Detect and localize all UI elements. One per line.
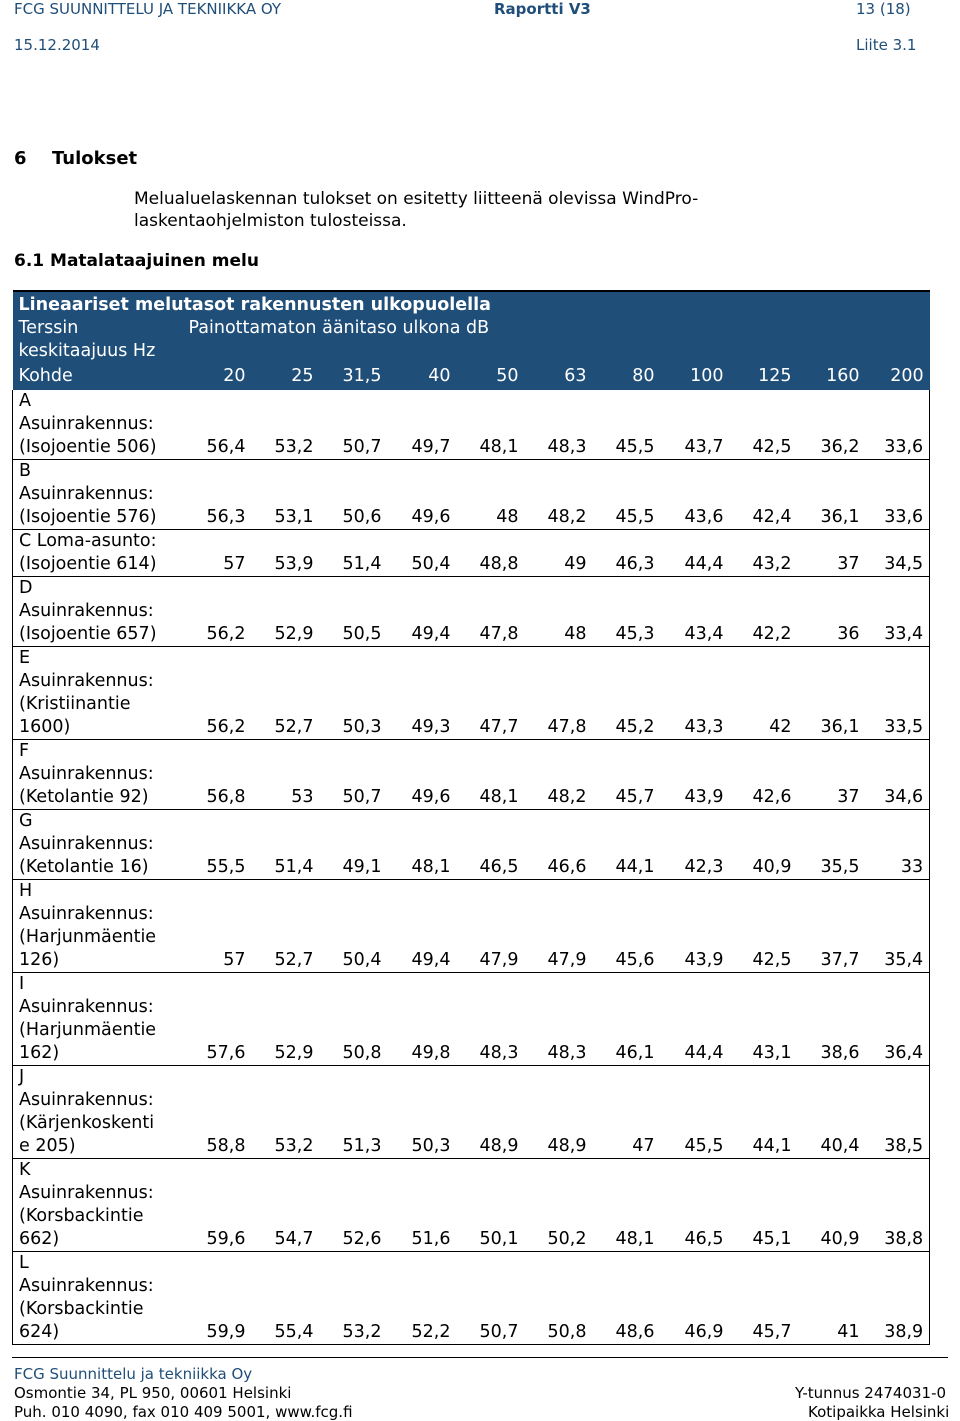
- level-value: 52,9: [252, 577, 320, 647]
- frequency-header: 31,5: [320, 363, 388, 390]
- level-value: 50,2: [525, 1159, 593, 1252]
- table-row: [13, 740, 930, 810]
- level-value: 36,2: [798, 390, 866, 460]
- level-value: 45,6: [593, 880, 661, 973]
- site-name-line: Asuinrakennus:: [19, 671, 154, 691]
- level-value: 48,8: [457, 530, 525, 577]
- site-name-line: (Ketolantie 16): [19, 857, 149, 877]
- level-value: 46,5: [661, 1159, 730, 1252]
- site-name-line: Asuinrakennus:: [19, 764, 154, 784]
- level-value: 42,2: [730, 577, 798, 647]
- site-name-cell: [13, 880, 183, 973]
- site-name-line: Asuinrakennus:: [19, 997, 154, 1017]
- table-title-row: [13, 291, 930, 317]
- level-value: 34,6: [866, 740, 930, 810]
- level-value: 48,6: [593, 1252, 661, 1345]
- site-name-line: Asuinrakennus:: [19, 1183, 154, 1203]
- level-value: 46,3: [593, 530, 661, 577]
- level-value: 47,9: [525, 880, 593, 973]
- level-value: 38,8: [866, 1159, 930, 1252]
- site-name-line: A: [19, 391, 31, 411]
- level-value: 48,1: [593, 1159, 661, 1252]
- site-name-line: Asuinrakennus:: [19, 601, 154, 621]
- level-value: 56,2: [183, 647, 252, 740]
- level-value: 52,7: [252, 647, 320, 740]
- site-name-cell: [13, 1066, 183, 1159]
- frequency-header: 160: [798, 363, 866, 390]
- level-value: 40,9: [730, 810, 798, 880]
- site-name-line: (Harjunmäentie: [19, 1020, 157, 1040]
- level-value: 57,6: [183, 973, 252, 1066]
- level-value: 48,2: [525, 460, 593, 530]
- header-report: Raportti V3: [494, 0, 591, 18]
- level-value: 43,9: [661, 880, 730, 973]
- level-value: 43,2: [730, 530, 798, 577]
- level-value: 49,7: [388, 390, 457, 460]
- level-value: 53,2: [252, 1066, 320, 1159]
- site-name-cell: [13, 530, 183, 577]
- level-value: 33,6: [866, 460, 930, 530]
- level-value: 42,3: [661, 810, 730, 880]
- level-value: 42,4: [730, 460, 798, 530]
- freq-label-line-2: keskitaajuus Hz: [18, 341, 156, 361]
- level-value: 37: [798, 530, 866, 577]
- level-value: 47,9: [457, 880, 525, 973]
- level-value: 45,5: [593, 390, 661, 460]
- site-name-line: 624): [19, 1322, 60, 1342]
- level-value: 45,1: [730, 1159, 798, 1252]
- level-value: 40,4: [798, 1066, 866, 1159]
- table-row: [13, 973, 930, 1066]
- section-number: 6: [14, 148, 27, 169]
- table-row: [13, 1252, 930, 1345]
- footer-address: Osmontie 34, PL 950, 00601 Helsinki: [14, 1384, 292, 1402]
- site-name-line: J: [19, 1067, 25, 1087]
- freq-label-line-1: Terssin: [18, 318, 79, 338]
- table-row: [13, 460, 930, 530]
- level-value: 49,1: [320, 810, 388, 880]
- level-value: 51,4: [320, 530, 388, 577]
- noise-level-table: [12, 290, 930, 1345]
- level-value: 53: [252, 740, 320, 810]
- level-value: 52,2: [388, 1252, 457, 1345]
- level-value: 47,7: [457, 647, 525, 740]
- level-value: 53,9: [252, 530, 320, 577]
- level-value: 43,6: [661, 460, 730, 530]
- frequency-header: 200: [866, 363, 930, 390]
- site-name-line: D: [19, 578, 33, 598]
- level-value: 53,1: [252, 460, 320, 530]
- level-value: 56,2: [183, 577, 252, 647]
- level-value: 50,4: [320, 880, 388, 973]
- level-value: 42,5: [730, 390, 798, 460]
- level-value: 43,9: [661, 740, 730, 810]
- footer-contact: Puh. 010 4090, fax 010 409 5001, www.fcg.fi: [14, 1403, 353, 1421]
- site-name-line: (Kärjenkoskenti: [19, 1113, 155, 1133]
- site-name-line: (Ketolantie 92): [19, 787, 149, 807]
- site-name-line: H: [19, 881, 33, 901]
- site-name-line: G: [19, 811, 33, 831]
- level-value: 33,5: [866, 647, 930, 740]
- site-name-line: (Isojoentie 614): [19, 554, 157, 574]
- footer-company: FCG Suunnittelu ja tekniikka Oy: [14, 1365, 253, 1383]
- site-name-line: I: [19, 974, 25, 994]
- intro-line-1: Melualuelaskennan tulokset on esitetty liitteenä olevissa WindPro-: [134, 189, 699, 209]
- section-intro: [134, 188, 774, 232]
- level-value: 53,2: [320, 1252, 388, 1345]
- level-value: 51,6: [388, 1159, 457, 1252]
- header-appendix: Liite 3.1: [856, 36, 917, 54]
- frequency-header: 100: [661, 363, 730, 390]
- level-value: 37: [798, 740, 866, 810]
- level-value: 44,4: [661, 530, 730, 577]
- level-value: 48,9: [525, 1066, 593, 1159]
- frequency-header: 20: [183, 363, 252, 390]
- level-value: 41: [798, 1252, 866, 1345]
- level-value: 50,5: [320, 577, 388, 647]
- site-name-line: 126): [19, 950, 60, 970]
- table-freq-label-row: [13, 317, 930, 363]
- kohde-label: Kohde: [13, 363, 183, 390]
- level-value: 50,7: [320, 390, 388, 460]
- level-value: 52,6: [320, 1159, 388, 1252]
- site-name-cell: [13, 740, 183, 810]
- level-value: 36,1: [798, 460, 866, 530]
- site-name-line: (Harjunmäentie: [19, 927, 157, 947]
- frequency-header: 50: [457, 363, 525, 390]
- site-name-cell: [13, 647, 183, 740]
- level-value: 38,9: [866, 1252, 930, 1345]
- level-value: 33: [866, 810, 930, 880]
- level-value: 47,8: [525, 647, 593, 740]
- level-value: 50,8: [320, 973, 388, 1066]
- site-name-cell: [13, 460, 183, 530]
- level-value: 43,4: [661, 577, 730, 647]
- level-value: 36,1: [798, 647, 866, 740]
- table-title: Lineaariset melutasot rakennusten ulkopuolella: [13, 291, 930, 317]
- site-name-line: Asuinrakennus:: [19, 834, 154, 854]
- table-frequency-row: [13, 363, 930, 390]
- site-name-line: C Loma-asunto:: [19, 531, 157, 551]
- table-row: [13, 1066, 930, 1159]
- level-value: 50,7: [320, 740, 388, 810]
- level-value: 46,9: [661, 1252, 730, 1345]
- subsection-heading: 6.1 Matalataajuinen melu: [14, 251, 259, 271]
- level-value: 46,6: [525, 810, 593, 880]
- site-name-cell: [13, 973, 183, 1066]
- frequency-header: 125: [730, 363, 798, 390]
- level-value: 48,3: [525, 973, 593, 1066]
- site-name-line: (Isojoentie 576): [19, 507, 157, 527]
- level-value: 35,4: [866, 880, 930, 973]
- site-name-line: L: [19, 1253, 29, 1273]
- footer-domicile: Kotipaikka Helsinki: [808, 1403, 950, 1421]
- level-value: 33,4: [866, 577, 930, 647]
- level-value: 36,4: [866, 973, 930, 1066]
- section-heading: [14, 148, 137, 169]
- level-value: 37,7: [798, 880, 866, 973]
- level-value: 38,5: [866, 1066, 930, 1159]
- level-value: 55,4: [252, 1252, 320, 1345]
- level-value: 48: [525, 577, 593, 647]
- table-row: [13, 810, 930, 880]
- level-value: 49,6: [388, 740, 457, 810]
- section-title: Tulokset: [52, 148, 138, 169]
- site-name-line: (Isojoentie 657): [19, 624, 157, 644]
- site-name-line: Asuinrakennus:: [19, 1276, 154, 1296]
- level-value: 58,8: [183, 1066, 252, 1159]
- level-value: 45,7: [730, 1252, 798, 1345]
- level-value: 48,2: [525, 740, 593, 810]
- footer-business-id: Y-tunnus 2474031-0: [795, 1384, 947, 1402]
- table-row: [13, 577, 930, 647]
- level-value: 56,3: [183, 460, 252, 530]
- site-name-line: (Korsbackintie: [19, 1206, 144, 1226]
- level-value: 50,7: [457, 1252, 525, 1345]
- level-value: 45,5: [661, 1066, 730, 1159]
- level-value: 44,1: [730, 1066, 798, 1159]
- level-value: 36: [798, 577, 866, 647]
- site-name-cell: [13, 577, 183, 647]
- site-name-line: 162): [19, 1043, 60, 1063]
- level-value: 48,9: [457, 1066, 525, 1159]
- site-name-line: e 205): [19, 1136, 76, 1156]
- level-value: 46,1: [593, 973, 661, 1066]
- header-company: FCG SUUNNITTELU JA TEKNIIKKA OY: [14, 0, 282, 18]
- table-row: [13, 390, 930, 460]
- level-value: 56,4: [183, 390, 252, 460]
- level-value: 50,3: [388, 1066, 457, 1159]
- frequency-header: 25: [252, 363, 320, 390]
- header-page-number: 13 (18): [856, 0, 911, 18]
- level-value: 44,1: [593, 810, 661, 880]
- level-value: 49,6: [388, 460, 457, 530]
- header-date: 15.12.2014: [14, 36, 100, 54]
- level-value: 34,5: [866, 530, 930, 577]
- level-value: 43,7: [661, 390, 730, 460]
- level-value: 51,3: [320, 1066, 388, 1159]
- level-value: 35,5: [798, 810, 866, 880]
- level-value: 50,1: [457, 1159, 525, 1252]
- level-value: 59,6: [183, 1159, 252, 1252]
- site-name-line: K: [19, 1160, 31, 1180]
- level-value: 50,6: [320, 460, 388, 530]
- level-value: 50,4: [388, 530, 457, 577]
- site-name-line: Asuinrakennus:: [19, 904, 154, 924]
- site-name-line: E: [19, 648, 31, 668]
- level-value: 59,9: [183, 1252, 252, 1345]
- intro-line-2: laskentaohjelmiston tulosteissa.: [134, 211, 407, 231]
- table-row: [13, 880, 930, 973]
- site-name-cell: [13, 810, 183, 880]
- site-name-line: Asuinrakennus:: [19, 484, 154, 504]
- level-value: 57: [183, 880, 252, 973]
- footer-divider: [12, 1357, 948, 1358]
- level-value: 54,7: [252, 1159, 320, 1252]
- frequency-header: 40: [388, 363, 457, 390]
- freq-label: [13, 317, 183, 363]
- level-value: 43,3: [661, 647, 730, 740]
- level-value: 48,1: [457, 390, 525, 460]
- frequency-header: 63: [525, 363, 593, 390]
- site-name-cell: [13, 390, 183, 460]
- level-value: 33,6: [866, 390, 930, 460]
- level-value: 49: [525, 530, 593, 577]
- level-value: 48,1: [457, 740, 525, 810]
- level-value: 45,2: [593, 647, 661, 740]
- level-value: 43,1: [730, 973, 798, 1066]
- site-name-line: F: [19, 741, 30, 761]
- level-value: 42: [730, 647, 798, 740]
- level-value: 42,6: [730, 740, 798, 810]
- level-value: 48,1: [388, 810, 457, 880]
- site-name-line: Asuinrakennus:: [19, 1090, 154, 1110]
- level-value: 48,3: [525, 390, 593, 460]
- site-name-line: (Korsbackintie: [19, 1299, 144, 1319]
- site-name-line: (Kristiinantie: [19, 694, 131, 714]
- level-value: 45,5: [593, 460, 661, 530]
- site-name-cell: [13, 1159, 183, 1252]
- level-value: 49,3: [388, 647, 457, 740]
- table-row: [13, 647, 930, 740]
- level-value: 51,4: [252, 810, 320, 880]
- level-label: Painottamaton äänitaso ulkona dB: [183, 317, 930, 363]
- site-name-line: (Isojoentie 506): [19, 437, 157, 457]
- level-value: 46,5: [457, 810, 525, 880]
- table-row: [13, 530, 930, 577]
- level-value: 42,5: [730, 880, 798, 973]
- level-value: 56,8: [183, 740, 252, 810]
- level-value: 40,9: [798, 1159, 866, 1252]
- site-name-line: 1600): [19, 717, 71, 737]
- level-value: 55,5: [183, 810, 252, 880]
- level-value: 47: [593, 1066, 661, 1159]
- level-value: 52,7: [252, 880, 320, 973]
- level-value: 49,8: [388, 973, 457, 1066]
- table-row: [13, 1159, 930, 1252]
- level-value: 44,4: [661, 973, 730, 1066]
- level-value: 57: [183, 530, 252, 577]
- level-value: 50,8: [525, 1252, 593, 1345]
- level-value: 49,4: [388, 880, 457, 973]
- level-value: 48: [457, 460, 525, 530]
- level-value: 50,3: [320, 647, 388, 740]
- level-value: 52,9: [252, 973, 320, 1066]
- level-value: 38,6: [798, 973, 866, 1066]
- level-value: 47,8: [457, 577, 525, 647]
- site-name-cell: [13, 1252, 183, 1345]
- frequency-header: 80: [593, 363, 661, 390]
- level-value: 53,2: [252, 390, 320, 460]
- level-value: 48,3: [457, 973, 525, 1066]
- site-name-line: 662): [19, 1229, 60, 1249]
- level-value: 49,4: [388, 577, 457, 647]
- site-name-line: Asuinrakennus:: [19, 414, 154, 434]
- site-name-line: B: [19, 461, 32, 481]
- level-value: 45,7: [593, 740, 661, 810]
- level-value: 45,3: [593, 577, 661, 647]
